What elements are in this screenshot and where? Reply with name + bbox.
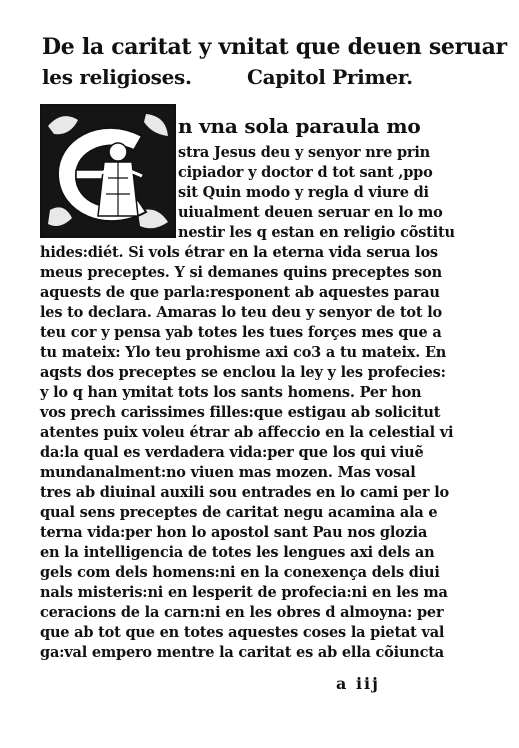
text-line: mundanalment:no viuen mas mozen. Mas vosal (40, 464, 416, 481)
heading-line-1: De la caritat y vnitat que deuen seruar (42, 34, 507, 60)
text-line: teu cor y pensa yab totes les tues forçes mes que a (40, 324, 442, 341)
text-line: tu mateix: Ylo teu prohisme axi co3 a tu mateix. En (40, 344, 447, 361)
text-line: hides:diét. Si vols étrar en la eterna vida serua los (40, 244, 438, 261)
text-line: terna vida:per hon lo apostol sant Pau nos glozia (40, 524, 428, 541)
text-line: ceracions de la carn:ni en les obres d almoyna: per (40, 604, 444, 621)
text-line: nestir les q estan en religio cõstitu (178, 224, 455, 241)
text-line: sit Quin modo y regla d viure di (178, 184, 429, 201)
text-line: les to declara. Amaras lo teu deu y senyor de tot lo (40, 304, 443, 321)
chapter-heading (42, 32, 507, 92)
text-line: aquests de que parla:responent ab aquestes parau (40, 284, 440, 301)
text-line: meus preceptes. Y si demanes quins preceptes son (40, 264, 442, 281)
signature-mark: a iij (336, 674, 380, 693)
text-line: y lo q han ymitat tots los sants homens. Per hon (40, 384, 422, 401)
text-line: uiualment deuen seruar en lo mo (178, 204, 443, 221)
chapter-label: Capitol Primer. (247, 65, 413, 89)
text-line: vos prech carissimes filles:que estigau ab solicitut (40, 404, 441, 421)
text-line: n vna sola paraula mo (178, 114, 421, 138)
text-line: que ab tot que en totes aquestes coses la pietat val (40, 624, 445, 641)
text-line: gels com dels homens:ni en la conexença dels diui (40, 564, 440, 581)
text-line: aqsts dos preceptes se enclou la ley y les profecies: (40, 364, 446, 381)
text-line: qual sens preceptes de caritat negu acamina ala e (40, 504, 438, 521)
text-line: stra Jesus deu y senyor nre prin (178, 144, 430, 161)
heading-line-2: les religioses. (42, 65, 192, 89)
text-line: en la intelligencia de totes les lengues axi dels an (40, 544, 435, 561)
text-line: atentes puix voleu étrar ab affeccio en la celestial vi (40, 424, 454, 441)
text-line: cipiador y doctor d tot sant ,ppo (178, 164, 433, 181)
text-line: tres ab diuinal auxili sou entrades en lo cami per lo (40, 484, 450, 501)
woodcut-initial-e-image (40, 104, 176, 238)
text-line: da:la qual es verdadera vida:per que los qui viuẽ (40, 444, 424, 461)
text-line: nals misteris:ni en lesperit de profecia:ni en les ma (40, 584, 448, 601)
woodcut-initial-e-icon (42, 106, 174, 236)
text-line: ga:val empero mentre la caritat es ab ella cõiuncta (40, 644, 444, 661)
